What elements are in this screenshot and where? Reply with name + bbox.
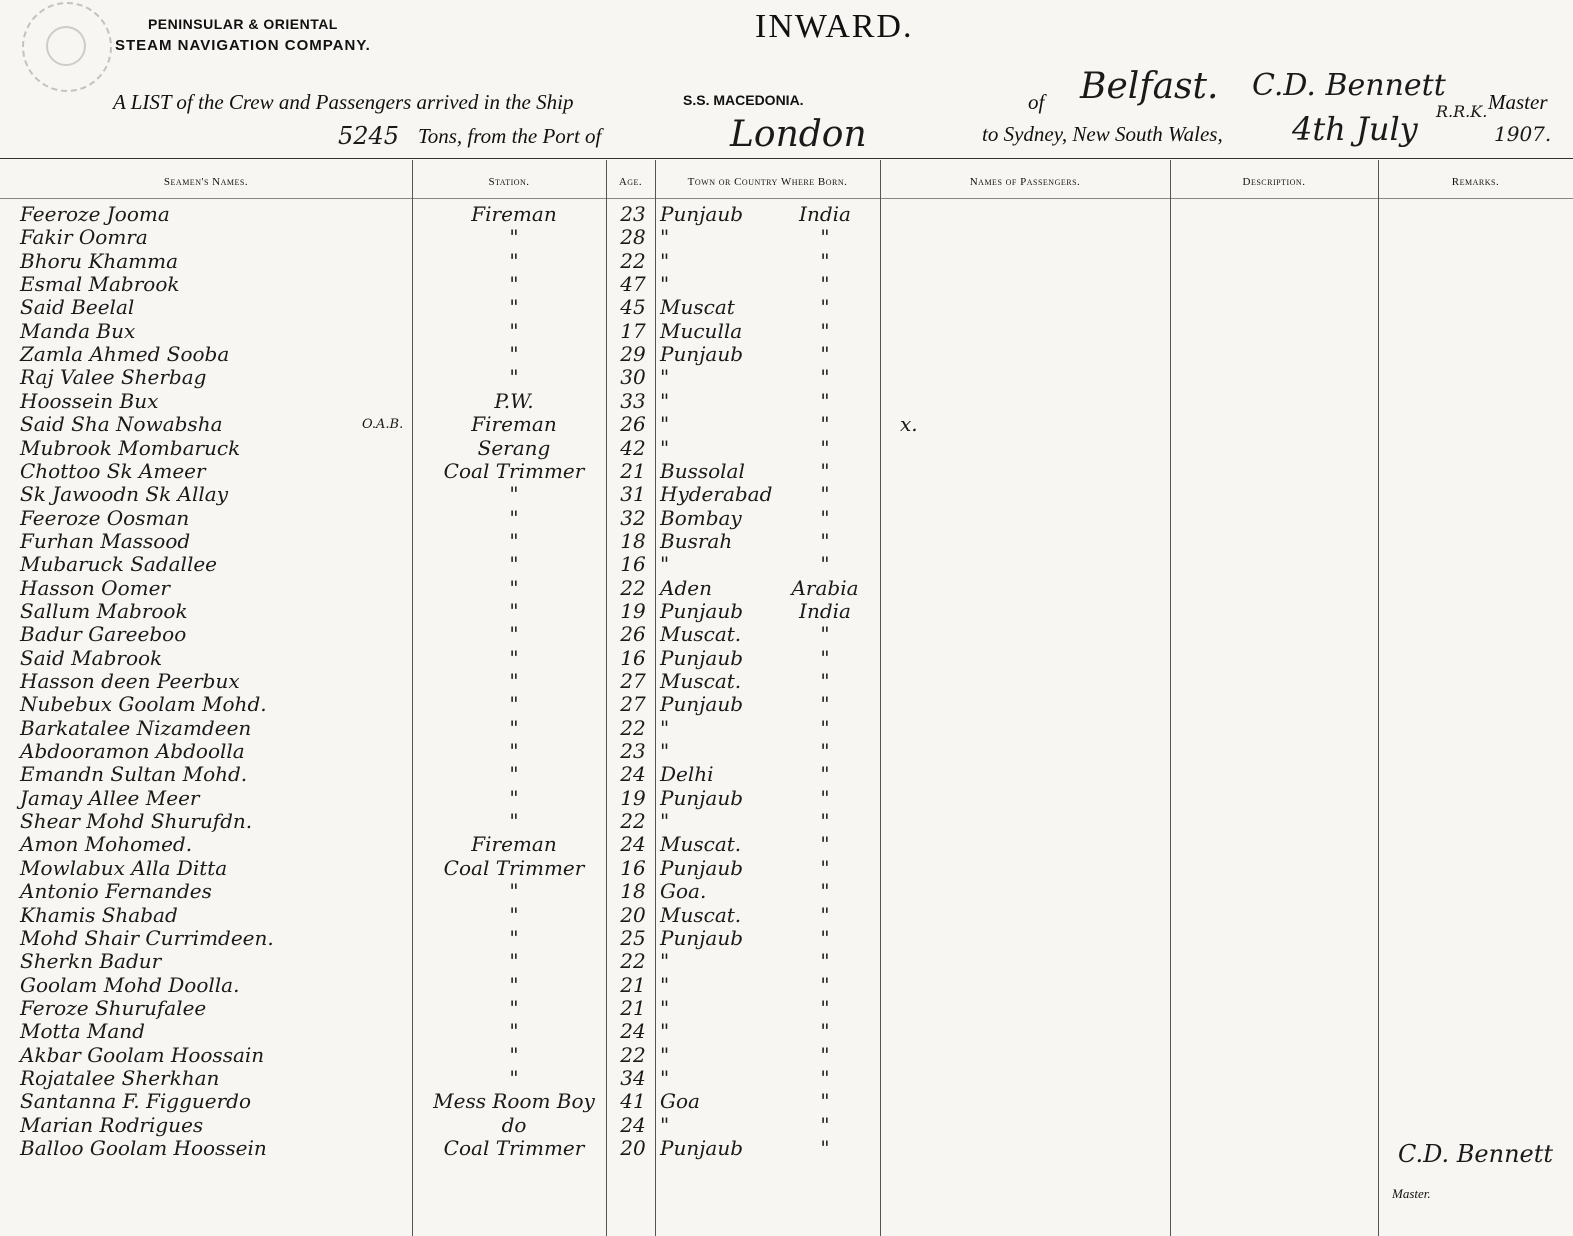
crew-name: Sherkn Badur: [20, 949, 162, 974]
crew-station: ": [509, 622, 519, 647]
crew-age: 22: [620, 575, 646, 600]
master-label: Master: [1488, 90, 1548, 114]
crew-station: Serang: [477, 435, 551, 460]
crew-birth-country: ": [820, 248, 830, 273]
crew-age: 21: [620, 972, 646, 997]
crew-age: 23: [620, 202, 646, 226]
col-header-age: Age.: [618, 176, 643, 188]
voyage-date: 4th July: [1292, 110, 1418, 148]
crew-birth-town: ": [660, 1042, 670, 1067]
crew-birth-town: Punjaub: [660, 645, 744, 670]
crew-name: Said Mabrook: [20, 645, 163, 670]
crew-birth-country: ": [820, 762, 830, 787]
crew-name: Balloo Goolam Hoossein: [20, 1136, 267, 1160]
voyage-year: 1907.: [1494, 122, 1552, 146]
crew-station: ": [509, 598, 519, 623]
crew-birth-country: ": [820, 809, 830, 834]
crew-station: ": [509, 645, 519, 670]
crew-name: Esmal Mabrook: [20, 272, 180, 297]
table-row: [0, 1044, 1573, 1067]
crew-station: ": [509, 342, 519, 367]
table-row: [0, 366, 1573, 389]
crew-birth-country: ": [820, 388, 830, 413]
crew-station: Fireman: [471, 832, 557, 857]
crew-name: Chottoo Sk Ameer: [20, 458, 206, 483]
tons-from-label: Tons, from the Port of: [418, 124, 602, 148]
crew-name: Zamla Ahmed Sooba: [20, 342, 230, 367]
crew-name: Furhan Massood: [20, 528, 191, 553]
crew-birth-country: ": [820, 669, 830, 693]
table-row: [0, 1020, 1573, 1043]
table-row: [0, 553, 1573, 576]
crew-name: Raj Valee Sherbag: [20, 365, 207, 390]
crew-birth-town: Delhi: [660, 762, 714, 787]
crew-birth-town: Goa: [660, 1089, 700, 1114]
crew-birth-country: ": [820, 342, 830, 367]
crew-birth-country: ": [820, 972, 830, 997]
crew-station: ": [509, 785, 519, 810]
crew-birth-town: Punjaub: [660, 202, 744, 226]
crew-name: Hasson deen Peerbux: [20, 669, 240, 693]
crew-birth-country: ": [820, 435, 830, 460]
crew-birth-country: ": [820, 855, 830, 880]
crew-birth-town: Muculla: [660, 318, 743, 343]
crew-birth-town: Busrah: [660, 528, 733, 553]
crew-name: Mohd Shair Currimdeen.: [20, 925, 274, 950]
crew-birth-town: Punjaub: [660, 692, 744, 717]
table-row: [0, 810, 1573, 833]
crew-name: Said Sha Nowabsha: [20, 412, 223, 437]
crew-birth-country: ": [820, 995, 830, 1020]
origin-port: London: [730, 114, 867, 155]
crew-birth-country: ": [820, 879, 830, 904]
crew-name: Bhoru Khamma: [20, 248, 179, 273]
crew-name: Khamis Shabad: [20, 902, 178, 927]
crew-birth-country: ": [820, 458, 830, 483]
crew-station: ": [509, 762, 519, 787]
crew-age: 27: [620, 692, 646, 717]
crew-age: 24: [620, 832, 646, 857]
crew-station: ": [509, 365, 519, 390]
passenger-mark: x.: [900, 412, 918, 437]
table-row: [0, 390, 1573, 413]
crew-birth-town: Aden: [660, 575, 712, 600]
crew-birth-country: ": [820, 645, 830, 670]
crew-name: Fakir Oomra: [20, 225, 148, 250]
crew-name: Nubebux Goolam Mohd.: [20, 692, 267, 717]
crew-age: 18: [620, 879, 646, 904]
crew-age: 41: [620, 1089, 646, 1114]
crew-birth-country: ": [820, 1136, 830, 1160]
crew-station: ": [509, 925, 519, 950]
crew-station: ": [509, 1042, 519, 1067]
crew-birth-country: Arabia: [791, 575, 859, 600]
col-header-description: Description.: [1242, 176, 1306, 188]
col-header-remarks: Remarks.: [1451, 176, 1500, 188]
crew-birth-town: Muscat.: [660, 902, 742, 927]
crew-birth-country: ": [820, 365, 830, 390]
crew-age: 20: [620, 902, 646, 927]
crew-birth-country: ": [820, 949, 830, 974]
crew-age: 42: [620, 435, 646, 460]
crew-station: ": [509, 715, 519, 740]
crew-age: 19: [620, 785, 646, 810]
crew-age: 17: [620, 318, 646, 343]
table-row: [0, 647, 1573, 670]
table-row: [0, 950, 1573, 973]
crew-birth-town: Muscat: [660, 295, 735, 320]
crew-age: 22: [620, 248, 646, 273]
crew-name: Badur Gareeboo: [20, 622, 187, 647]
crew-station: ": [509, 692, 519, 717]
crew-name: Hasson Oomer: [20, 575, 170, 600]
crew-birth-town: ": [660, 435, 670, 460]
crew-birth-country: ": [820, 1112, 830, 1137]
crew-name: Marian Rodrigues: [20, 1112, 204, 1137]
crew-birth-town: Punjaub: [660, 925, 744, 950]
crew-station: do: [501, 1112, 527, 1137]
crew-age: 45: [620, 295, 646, 320]
company-name: PENINSULAR & ORIENTAL STEAM NAVIGATION COMPANY.: [115, 16, 371, 54]
col-header-born: Town or Country Where Born.: [687, 176, 848, 188]
crew-name: Mubrook Mombaruck: [20, 435, 241, 460]
crew-name: Jamay Allee Meer: [20, 785, 200, 810]
crew-station: ": [509, 575, 519, 600]
crew-station: ": [509, 482, 519, 507]
of-label: of: [1028, 90, 1045, 114]
crew-birth-country: India: [799, 202, 851, 226]
crew-station: ": [509, 879, 519, 904]
crew-age: 30: [620, 365, 646, 390]
crew-name: Akbar Goolam Hoossain: [20, 1042, 265, 1067]
ship-name: S.S. MACEDONIA.: [683, 92, 804, 108]
table-row: [0, 763, 1573, 786]
crew-birth-town: Muscat.: [660, 832, 742, 857]
tonnage: 5245: [338, 122, 400, 150]
crew-birth-country: ": [820, 552, 830, 577]
table-row: [0, 507, 1573, 530]
crew-birth-town: ": [660, 552, 670, 577]
crew-birth-country: ": [820, 715, 830, 740]
table-row: [0, 226, 1573, 249]
crew-name: Mubaruck Sadallee: [20, 552, 218, 577]
crew-station: Coal Trimmer: [443, 855, 585, 880]
crew-station: ": [509, 972, 519, 997]
table-row: [0, 577, 1573, 600]
crew-age: 20: [620, 1136, 646, 1160]
crew-age: 27: [620, 669, 646, 693]
crew-birth-town: Punjaub: [660, 855, 744, 880]
crew-birth-country: ": [820, 1089, 830, 1114]
crew-name: Sallum Mabrook: [20, 598, 188, 623]
crew-birth-country: ": [820, 482, 830, 507]
crew-birth-town: ": [660, 1112, 670, 1137]
crew-age: 34: [620, 1065, 646, 1090]
crew-birth-country: ": [820, 295, 830, 320]
crew-birth-country: ": [820, 785, 830, 810]
master-signature-label: Master.: [1392, 1186, 1431, 1201]
crew-birth-country: ": [820, 528, 830, 553]
crew-birth-country: ": [820, 272, 830, 297]
crew-name: Amon Mohomed.: [20, 832, 193, 857]
crew-birth-country: ": [820, 832, 830, 857]
crew-birth-town: ": [660, 365, 670, 390]
crew-age: 31: [620, 482, 646, 507]
crew-station: ": [509, 1065, 519, 1090]
crew-age: 21: [620, 995, 646, 1020]
office-stamp: [22, 2, 112, 92]
crew-station: ": [509, 225, 519, 250]
crew-name: Feroze Shurufalee: [20, 995, 207, 1020]
crew-birth-country: ": [820, 1042, 830, 1067]
crew-name: Shear Mohd Shurufdn.: [20, 809, 253, 834]
crew-birth-town: ": [660, 412, 670, 437]
table-row: [0, 437, 1573, 460]
crew-name: Motta Mand: [20, 1019, 145, 1044]
table-row: [0, 693, 1573, 716]
table-row: [0, 530, 1573, 553]
crew-birth-country: ": [820, 925, 830, 950]
crew-birth-country: ": [820, 692, 830, 717]
crew-age: 22: [620, 809, 646, 834]
crew-station: ": [509, 949, 519, 974]
crew-age: 32: [620, 505, 646, 530]
table-row: [0, 740, 1573, 763]
crew-name: Manda Bux: [20, 318, 136, 343]
crew-birth-country: ": [820, 318, 830, 343]
port-of-registry: Belfast.: [1080, 66, 1219, 107]
table-row: [0, 623, 1573, 646]
crew-station: Coal Trimmer: [443, 458, 585, 483]
table-row: [0, 460, 1573, 483]
crew-birth-town: ": [660, 388, 670, 413]
crew-age: 24: [620, 762, 646, 787]
crew-age: 26: [620, 622, 646, 647]
table-row: [0, 1137, 1573, 1160]
table-row: [0, 857, 1573, 880]
crew-station: ": [509, 505, 519, 530]
crew-age: 22: [620, 1042, 646, 1067]
crew-station: Fireman: [471, 412, 557, 437]
master-signature: C.D. Bennett: [1398, 1140, 1554, 1168]
crew-age: 29: [620, 342, 646, 367]
crew-birth-country: ": [820, 225, 830, 250]
master-name: C.D. Bennett: [1252, 68, 1446, 103]
crew-birth-country: ": [820, 739, 830, 764]
crew-station: Fireman: [471, 202, 557, 226]
crew-name: Goolam Mohd Doolla.: [20, 972, 240, 997]
crew-birth-town: ": [660, 809, 670, 834]
crew-age: 23: [620, 739, 646, 764]
header-bottom-rule: [0, 198, 1573, 199]
crew-annotation: O.A.B.: [362, 417, 404, 433]
table-row: [0, 1114, 1573, 1137]
crew-station: ": [509, 528, 519, 553]
crew-birth-country: ": [820, 505, 830, 530]
crew-age: 22: [620, 715, 646, 740]
table-row: [0, 1067, 1573, 1090]
table-row: [0, 600, 1573, 623]
crew-name: Sk Jawoodn Sk Allay: [20, 482, 228, 507]
crew-birth-town: Punjaub: [660, 342, 744, 367]
crew-birth-town: ": [660, 248, 670, 273]
table-row: [0, 413, 1573, 436]
crew-age: 26: [620, 412, 646, 437]
table-row: [0, 974, 1573, 997]
crew-station: ": [509, 1019, 519, 1044]
table-top-rule: [0, 158, 1573, 159]
destination-text: to Sydney, New South Wales,: [982, 122, 1223, 146]
crew-station: ": [509, 318, 519, 343]
table-row: [0, 1090, 1573, 1113]
crew-age: 25: [620, 925, 646, 950]
crew-name: Emandn Sultan Mohd.: [20, 762, 248, 787]
crew-age: 16: [620, 855, 646, 880]
crew-station: ": [509, 272, 519, 297]
crew-birth-town: Hyderabad: [660, 482, 773, 507]
crew-birth-country: ": [820, 1019, 830, 1044]
table-row: [0, 343, 1573, 366]
table-row: [0, 203, 1573, 226]
crew-name: Feeroze Oosman: [20, 505, 190, 530]
col-header-names: Seamen's Names.: [163, 176, 249, 188]
crew-name: Abdooramon Abdoolla: [20, 739, 245, 764]
table-row: [0, 250, 1573, 273]
crew-birth-town: ": [660, 972, 670, 997]
page-title: INWARD.: [755, 8, 914, 45]
crew-birth-town: ": [660, 1019, 670, 1044]
crew-birth-town: Punjaub: [660, 1136, 744, 1160]
col-header-station: Station.: [488, 176, 530, 188]
crew-birth-town: Bussolal: [660, 458, 745, 483]
table-row: [0, 670, 1573, 693]
table-row: [0, 273, 1573, 296]
table-row: [0, 833, 1573, 856]
crew-birth-town: ": [660, 272, 670, 297]
crew-birth-town: Punjaub: [660, 785, 744, 810]
crew-age: 28: [620, 225, 646, 250]
crew-birth-town: Goa.: [660, 879, 707, 904]
crew-name: Santanna F. Figguerdo: [20, 1089, 251, 1114]
crew-name: Said Beelal: [20, 295, 135, 320]
crew-age: 24: [620, 1019, 646, 1044]
table-row: [0, 320, 1573, 343]
crew-birth-town: ": [660, 739, 670, 764]
master-initials: R.R.K.: [1436, 102, 1488, 121]
table-row: [0, 296, 1573, 319]
crew-birth-town: ": [660, 949, 670, 974]
crew-age: 18: [620, 528, 646, 553]
crew-station: ": [509, 295, 519, 320]
table-row: [0, 927, 1573, 950]
crew-birth-town: ": [660, 1065, 670, 1090]
crew-station: ": [509, 739, 519, 764]
crew-station: ": [509, 995, 519, 1020]
crew-station: ": [509, 552, 519, 577]
table-row: [0, 787, 1573, 810]
crew-age: 24: [620, 1112, 646, 1137]
crew-birth-town: ": [660, 995, 670, 1020]
crew-birth-town: Punjaub: [660, 598, 744, 623]
crew-birth-town: ": [660, 715, 670, 740]
crew-name: Mowlabux Alla Ditta: [20, 855, 228, 880]
crew-name: Hoossein Bux: [20, 388, 159, 413]
crew-birth-country: ": [820, 1065, 830, 1090]
crew-station: ": [509, 248, 519, 273]
crew-age: 22: [620, 949, 646, 974]
crew-age: 33: [620, 388, 646, 413]
list-intro: A LIST of the Crew and Passengers arrived in the Ship: [113, 90, 574, 114]
crew-name: Feeroze Jooma: [20, 202, 170, 226]
crew-station: Mess Room Boy: [433, 1089, 595, 1114]
crew-age: 19: [620, 598, 646, 623]
crew-birth-town: Bombay: [660, 505, 742, 530]
crew-name: Antonio Fernandes: [20, 879, 212, 904]
crew-age: 21: [620, 458, 646, 483]
crew-age: 16: [620, 645, 646, 670]
crew-birth-town: ": [660, 225, 670, 250]
crew-birth-country: ": [820, 412, 830, 437]
table-row: [0, 483, 1573, 506]
crew-name: Barkatalee Nizamdeen: [20, 715, 252, 740]
table-row: [0, 904, 1573, 927]
crew-birth-town: Muscat.: [660, 669, 742, 693]
crew-birth-country: ": [820, 622, 830, 647]
col-header-passengers: Names of Passengers.: [969, 176, 1081, 188]
crew-station: P.W.: [494, 388, 534, 413]
crew-station: ": [509, 902, 519, 927]
table-row: [0, 997, 1573, 1020]
crew-age: 47: [620, 272, 646, 297]
crew-station: Coal Trimmer: [443, 1136, 585, 1160]
crew-birth-country: India: [799, 598, 851, 623]
crew-birth-country: ": [820, 902, 830, 927]
crew-birth-town: Muscat.: [660, 622, 742, 647]
table-row: [0, 880, 1573, 903]
crew-name: Rojatalee Sherkhan: [20, 1065, 220, 1090]
table-row: [0, 717, 1573, 740]
crew-age: 16: [620, 552, 646, 577]
crew-station: ": [509, 809, 519, 834]
crew-station: ": [509, 669, 519, 693]
